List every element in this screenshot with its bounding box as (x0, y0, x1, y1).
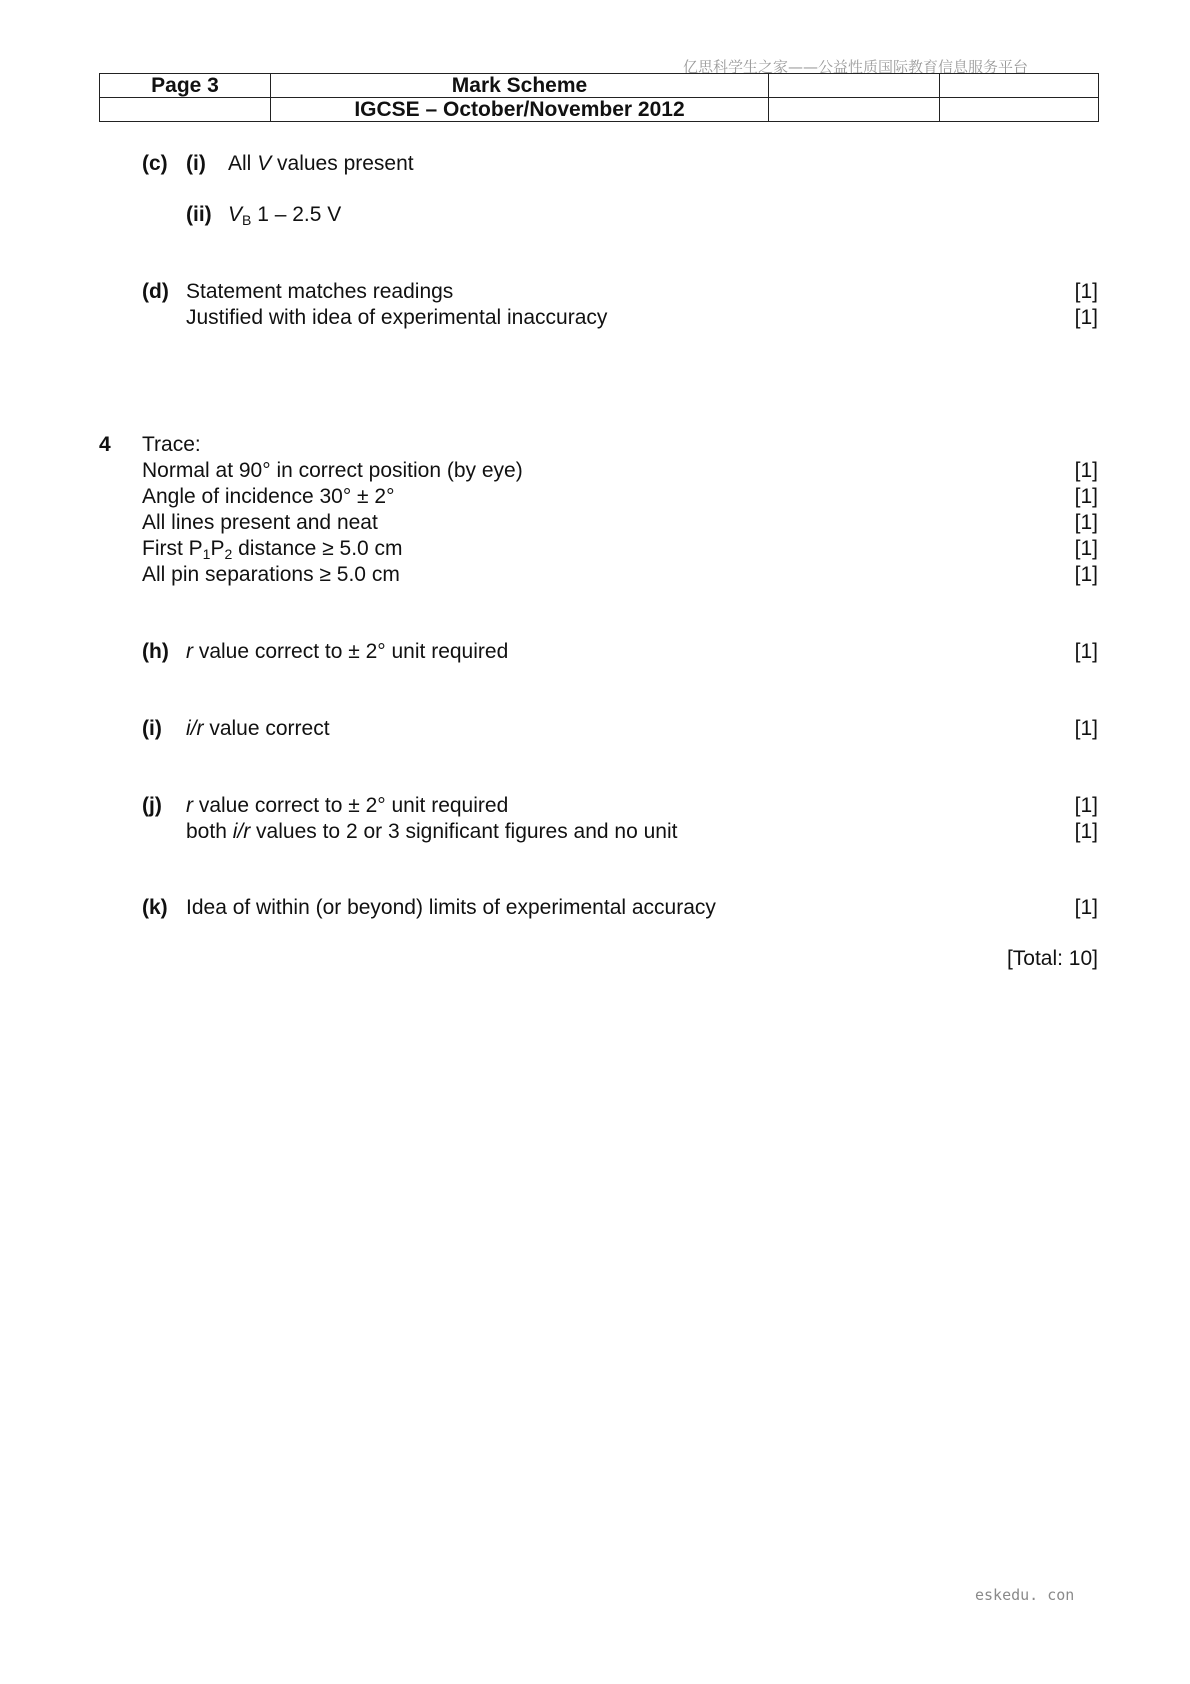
part-d-label: (d) (142, 280, 169, 303)
question-4-mark: [1] (1074, 459, 1098, 482)
part-j-line1: r value correct to ± 2° unit required (186, 794, 509, 817)
question-4-mark: [1] (1074, 563, 1098, 586)
question-4-trace: Trace: (142, 433, 201, 456)
header-subtitle: IGCSE – October/November 2012 (271, 98, 769, 122)
part-c-ii-text: $V_B$ 1 – 2.5 V (228, 203, 342, 228)
footer-site-text: eskedu. con (975, 1586, 1075, 1604)
header-empty-cell (769, 74, 940, 98)
part-k-mark: [1] (1074, 896, 1098, 919)
total-marks: [Total: 10] (1006, 947, 1098, 970)
part-c-i-text: All V values present (228, 152, 414, 175)
part-j-mark1: [1] (1074, 794, 1098, 817)
part-c-i-label: (i) (186, 152, 206, 175)
part-j-line2: both i/r values to 2 or 3 significant figures and no unit (186, 820, 678, 843)
question-4-line: All lines present and neat (142, 511, 378, 534)
question-4-mark: [1] (1074, 485, 1098, 508)
watermark-text: 亿思科学生之家——公益性质国际教育信息服务平台 (683, 58, 1029, 76)
question-4-mark: [1] (1074, 511, 1098, 534)
part-h-label: (h) (142, 640, 169, 663)
question-4-number: 4 (99, 433, 111, 456)
header-empty-cell (769, 98, 940, 122)
header-empty-cell (940, 98, 1099, 122)
part-d-line1: Statement matches readings (186, 280, 454, 303)
part-h-text: r value correct to ± 2° unit required (186, 640, 509, 663)
part-d-line2: Justified with idea of experimental inaccuracy (186, 306, 608, 329)
part-c-ii-label: (ii) (186, 203, 212, 226)
part-k-label: (k) (142, 896, 168, 919)
part-j-label: (j) (142, 794, 162, 817)
header-table (99, 73, 1099, 122)
part-i-mark: [1] (1074, 717, 1098, 740)
header-title: Mark Scheme (271, 74, 769, 98)
part-k-text: Idea of within (or beyond) limits of experimental accuracy (186, 896, 716, 919)
part-i-label: (i) (142, 717, 162, 740)
part-h-mark: [1] (1074, 640, 1098, 663)
question-4-line: Normal at 90° in correct position (by eye) (142, 459, 523, 482)
part-d-mark1: [1] (1074, 280, 1098, 303)
question-4-line-separations: All pin separations ≥ 5.0 cm (142, 563, 400, 586)
part-c-label: (c) (142, 152, 168, 175)
question-4-mark: [1] (1074, 537, 1098, 560)
header-empty-cell (940, 74, 1099, 98)
part-i-text: i/r value correct (186, 717, 330, 740)
header-page: Page 3 (100, 74, 271, 98)
question-4-line-pins: First $P_1P_2$ distance ≥ 5.0 cm (142, 537, 403, 562)
part-d-mark2: [1] (1074, 306, 1098, 329)
part-j-mark2: [1] (1074, 820, 1098, 843)
question-4-line: Angle of incidence 30° ± 2° (142, 485, 395, 508)
header-empty-cell (100, 98, 271, 122)
